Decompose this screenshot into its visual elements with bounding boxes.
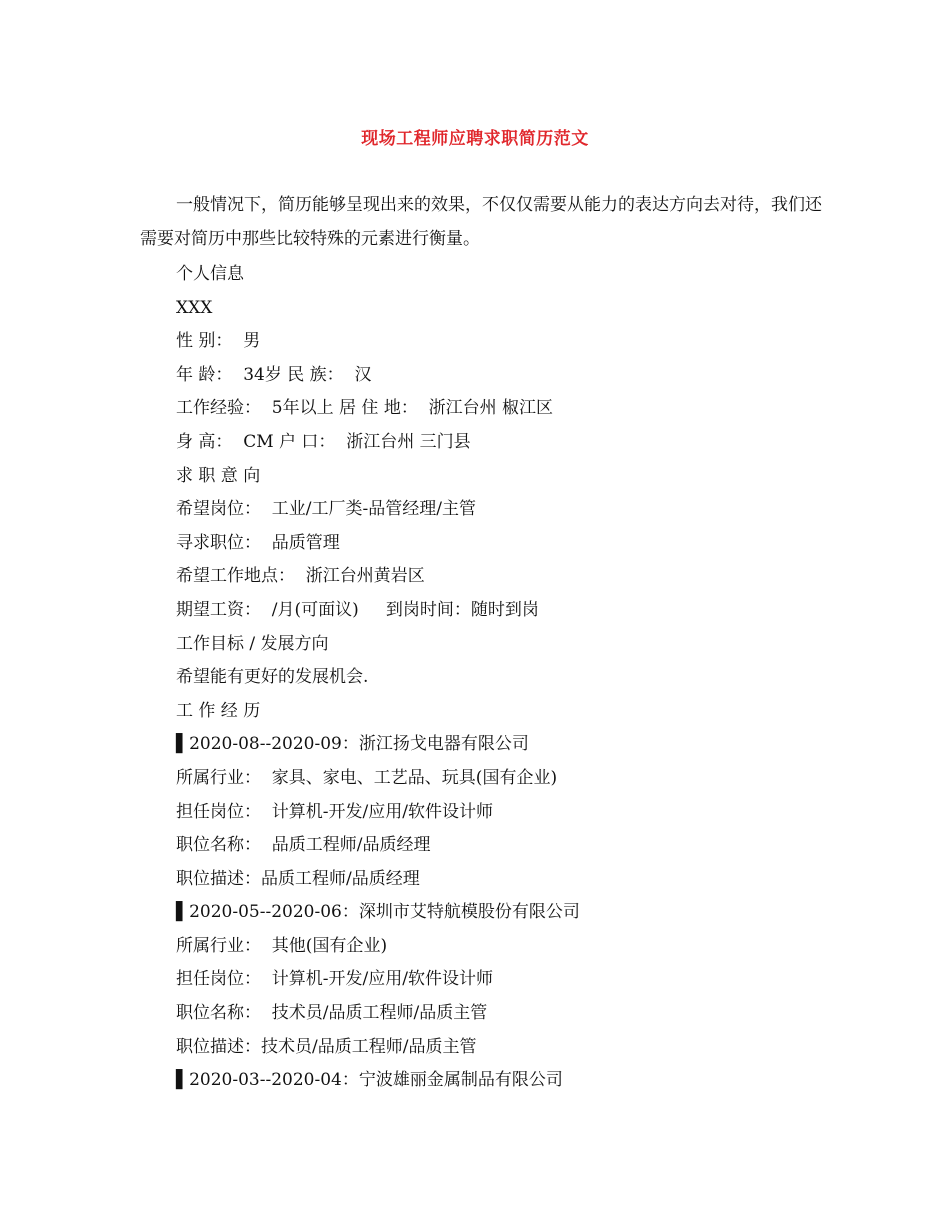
section-heading-job-intent: 求 职 意 向 xyxy=(176,465,261,486)
intro-paragraph: 一般情况下，简历能够呈现出来的效果，不仅仅需要从能力的表达方向去对待，我们还需要对简历中那些比较特殊的元素进行衡量。 xyxy=(140,195,822,249)
document-title: 现场工程师应聘求职简历范文 xyxy=(361,129,589,149)
career-goal-text: 希望能有更好的发展机会. xyxy=(176,667,369,688)
job-2-role: 担任岗位： 计算机-开发/应用/软件设计师 xyxy=(176,969,494,990)
job-3-header: ▌2020-03--2020-04：宁波雄丽金属制品有限公司 xyxy=(176,1070,563,1091)
sought-position-line: 寻求职位： 品质管理 xyxy=(176,532,340,553)
salary-availability-line: 期望工资： /月(可面议) 到岗时间：随时到岗 xyxy=(176,599,539,620)
height-hukou-line: 身 高： CM 户 口： 浙江台州 三门县 xyxy=(176,431,471,452)
job-2-header: ▌2020-05--2020-06：深圳市艾特航模股份有限公司 xyxy=(176,902,580,923)
desired-location-line: 希望工作地点： 浙江台州黄岩区 xyxy=(176,566,425,587)
job-1-industry: 所属行业： 家具、家电、工艺品、玩具(国有企业) xyxy=(176,767,558,788)
desired-position-line: 希望岗位： 工业/工厂类-品管经理/主管 xyxy=(176,499,477,520)
job-1-role: 担任岗位： 计算机-开发/应用/软件设计师 xyxy=(176,801,494,822)
job-2-industry: 所属行业： 其他(国有企业) xyxy=(176,935,388,956)
section-heading-work-history: 工 作 经 历 xyxy=(176,700,261,721)
name-line: XXX xyxy=(176,297,213,318)
resume-body xyxy=(176,258,856,1098)
job-1-title: 职位名称： 品质工程师/品质经理 xyxy=(176,835,431,856)
job-1-description: 职位描述：品质工程师/品质经理 xyxy=(176,868,420,889)
age-ethnicity-line: 年 龄： 34岁 民 族： 汉 xyxy=(176,364,372,385)
experience-residence-line: 工作经验： 5年以上 居 住 地： 浙江台州 椒江区 xyxy=(176,398,554,419)
job-2-title: 职位名称： 技术员/品质工程师/品质主管 xyxy=(176,1003,488,1024)
section-heading-career-goal: 工作目标 / 发展方向 xyxy=(176,633,329,654)
section-heading-personal-info: 个人信息 xyxy=(176,264,244,284)
job-2-description: 职位描述：技术员/品质工程师/品质主管 xyxy=(176,1036,477,1057)
gender-line: 性 别： 男 xyxy=(176,331,261,352)
job-1-header: ▌2020-08--2020-09：浙江扬戈电器有限公司 xyxy=(176,734,529,755)
